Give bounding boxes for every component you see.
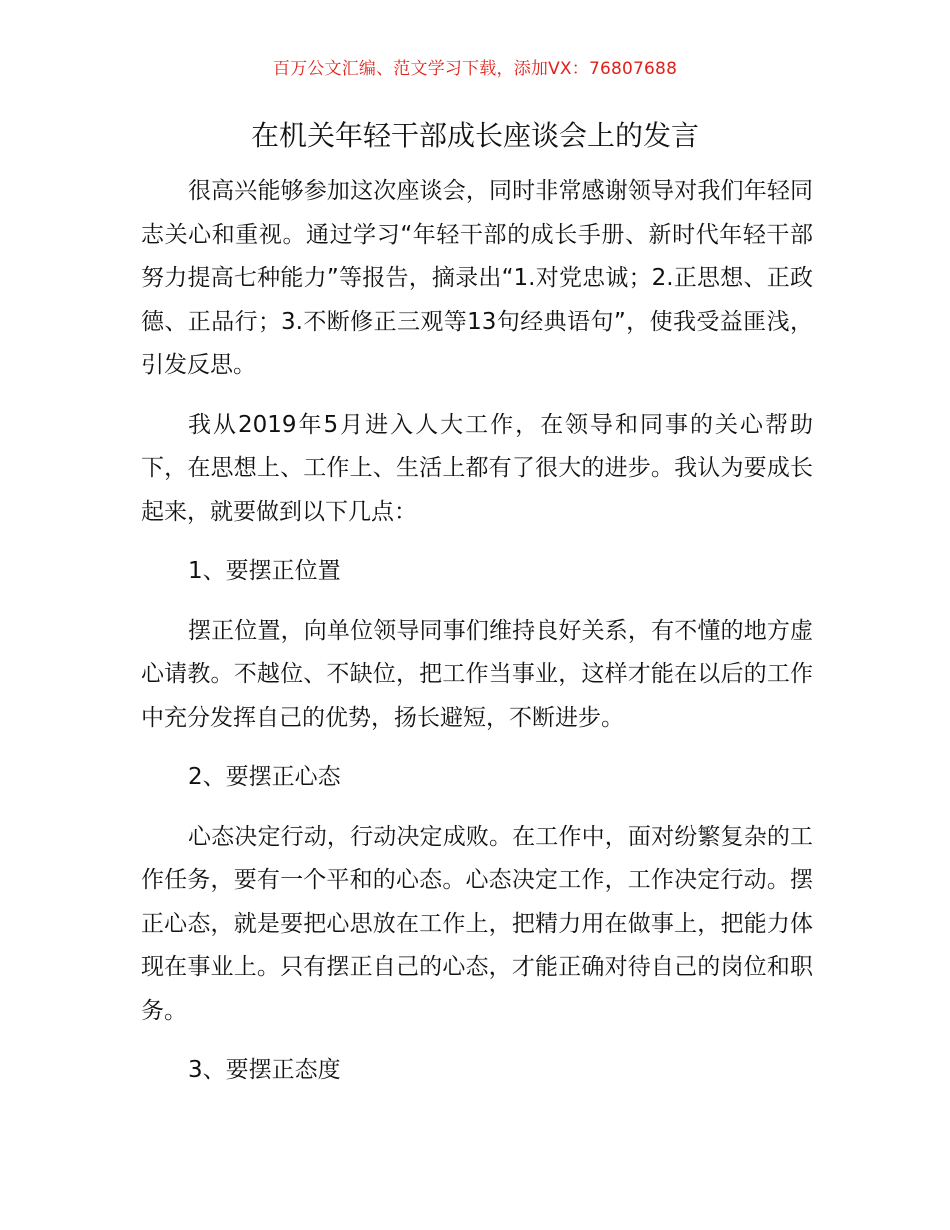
section-heading-2: 2、要摆正心态 [188,764,341,790]
paragraph-section-2: 心态决定行动，行动决定成败。在工作中，面对纷繁复杂的工作任务，要有一个平和的心态。心态决定工作，工作决定行动。摆正心态，就是要把心思放在工作上，把精力用在做事上，把能力体现在事业上。只有摆正自己的心态，才能正确对待自己的岗位和职务。 [141,823,813,1024]
paragraph-gap [141,594,813,610]
document-title: 在机关年轻干部成长座谈会上的发言 [250,119,699,152]
paragraph-gap [141,534,813,550]
document-body [141,170,813,1093]
paragraph-gap [141,740,813,756]
section-heading-1: 1、要摆正位置 [188,558,341,584]
paragraph-background: 我从2019年5月进入人大工作，在领导和同事的关心帮助下，在思想上、工作上、生活上都有了很大的进步。我认为要成长起来，就要做到以下几点： [141,411,813,525]
paragraph-gap [141,388,813,404]
paragraph-section-1: 摆正位置，向单位领导同事们维持良好关系，有不懂的地方虚心请教。不越位、不缺位，把工作当事业，这样才能在以后的工作中充分发挥自己的优势，扬长避短，不断进步。 [141,617,813,731]
paragraph-gap [141,800,813,816]
section-heading-3: 3、要摆正态度 [188,1057,341,1083]
header-note: 百万公文汇编、范文学习下载，添加VX：76807688 [272,59,678,79]
paragraph-gap [141,1033,813,1049]
paragraph-intro: 很高兴能够参加这次座谈会，同时非常感谢领导对我们年轻同志关心和重视。通过学习“年轻干部的成长手册、新时代年轻干部努力提高七种能力”等报告，摘录出“1.对党忠诚；2.正思想、正政德、正品行；3.不断修正三观等13句经典语句”，使我受益匪浅，引发反思。 [141,178,813,378]
